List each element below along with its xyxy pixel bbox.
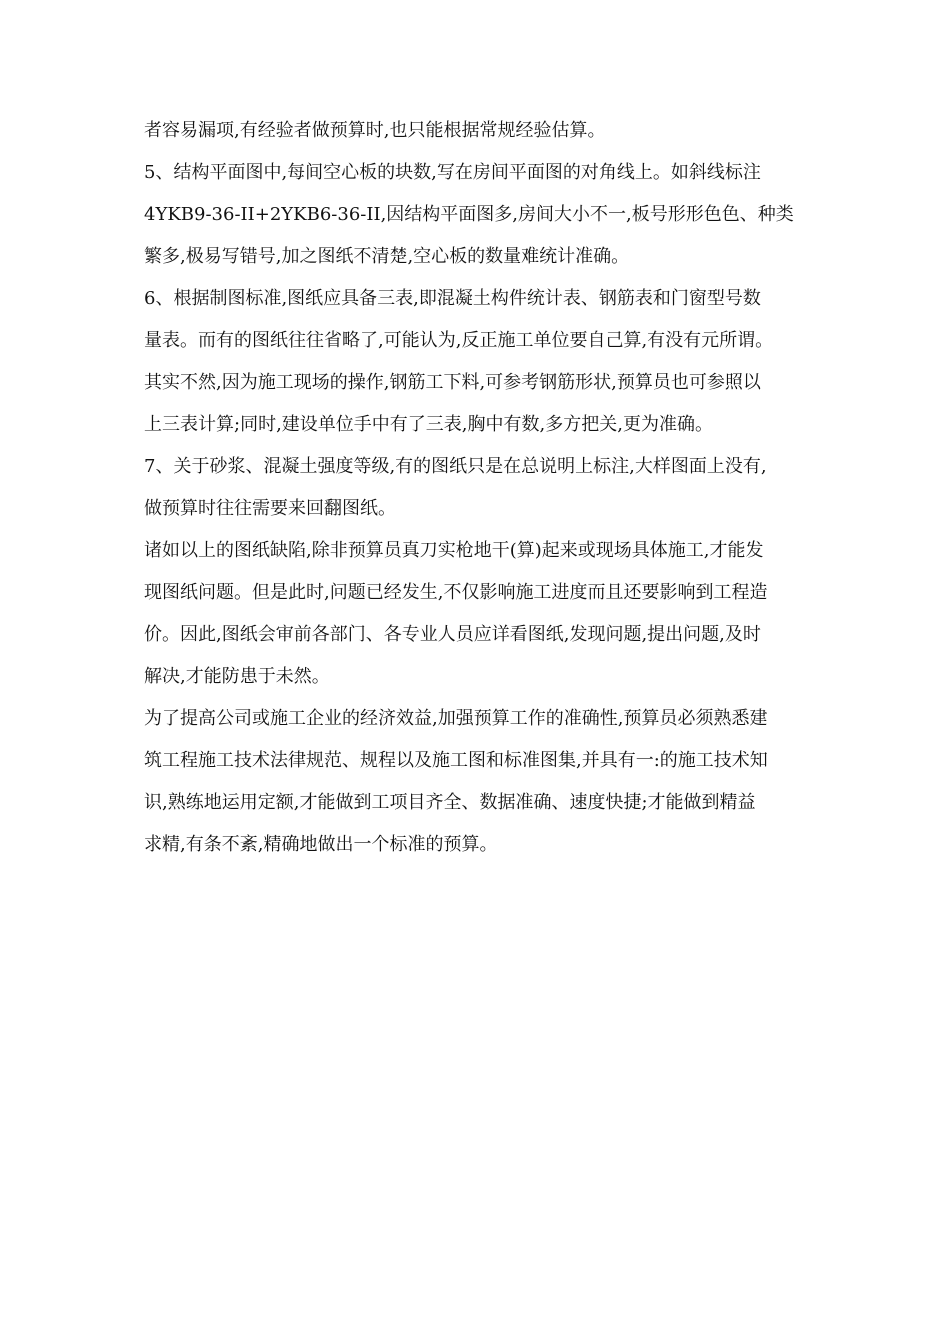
text-line: 5、结构平面图中,每间空心板的块数,写在房间平面图的对角线上。如斜线标注 xyxy=(144,162,761,183)
document-body xyxy=(144,110,824,866)
text-line: 诸如以上的图纸缺陷,除非预算员真刀实枪地干(算)起来或现场具体施工,才能发 xyxy=(144,540,764,561)
text-line: 筑工程施工技术法律规范、规程以及施工图和标准图集,并具有一:的施工技术知 xyxy=(144,750,768,771)
text-line: 识,熟练地运用定额,才能做到工项目齐全、数据准确、速度快捷;才能做到精益 xyxy=(144,792,756,813)
text-line: 4YKB9-36-II+2YKB6-36-II,因结构平面图多,房间大小不一,板号形形色色、种类 xyxy=(144,204,794,225)
text-line: 其实不然,因为施工现场的操作,钢筋工下料,可参考钢筋形状,预算员也可参照以 xyxy=(144,372,761,393)
text-line: 6、根据制图标准,图纸应具备三表,即混凝土构件统计表、钢筋表和门窗型号数 xyxy=(144,288,761,309)
text-line: 求精,有条不紊,精确地做出一个标准的预算。 xyxy=(144,834,498,855)
text-line: 者容易漏项,有经验者做预算时,也只能根据常规经验估算。 xyxy=(144,120,606,141)
text-line: 现图纸问题。但是此时,问题已经发生,不仅影响施工进度而且还要影响到工程造 xyxy=(144,582,768,603)
text-line: 繁多,极易写错号,加之图纸不清楚,空心板的数量难统计准确。 xyxy=(144,246,630,267)
text-line: 解决,才能防患于未然。 xyxy=(144,666,330,687)
text-line: 7、关于砂浆、混凝土强度等级,有的图纸只是在总说明上标注,大样图面上没有, xyxy=(144,456,767,477)
text-line: 量表。而有的图纸往往省略了,可能认为,反正施工单位要自己算,有没有元所谓。 xyxy=(144,330,774,351)
text-line: 价。因此,图纸会审前各部门、各专业人员应详看图纸,发现问题,提出问题,及时 xyxy=(144,624,761,645)
text-line: 上三表计算;同时,建设单位手中有了三表,胸中有数,多方把关,更为准确。 xyxy=(144,414,713,435)
text-line: 为了提高公司或施工企业的经济效益,加强预算工作的准确性,预算员必须熟悉建 xyxy=(144,708,768,729)
text-line: 做预算时往往需要来回翻图纸。 xyxy=(144,498,396,519)
